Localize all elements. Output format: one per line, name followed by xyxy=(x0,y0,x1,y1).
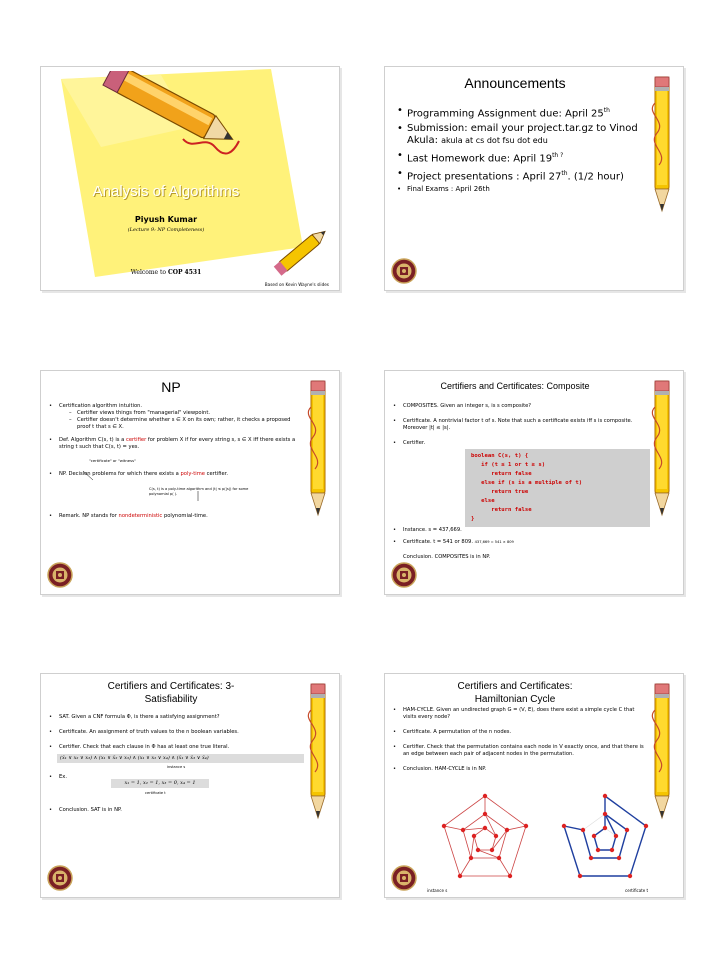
credit-line: Based on Kevin Wayne's slides xyxy=(264,282,329,287)
slide-composite xyxy=(384,370,684,595)
small-pencil-icon xyxy=(264,217,337,287)
certificate-label: certificate t xyxy=(145,791,166,795)
np-body xyxy=(49,403,304,520)
cnf-formula: (x̄₁ ∨ x₂ ∨ x₃) ∧ (x₁ ∨ x̄₂ ∨ x₃) ∧ (x₁ ∨ x₂ ∨ x₄) ∧ (x̄₁ ∨ x̄₃ ∨ x̄₄) xyxy=(57,754,304,763)
list-item: • Def. Algorithm C(s, t) is a certifier for problem X if for every string s, s ∈ X iff there exists a string t such that C(s, t) = yes. xyxy=(49,437,304,451)
composite-conclusion xyxy=(393,527,648,561)
slide-ham-cycle xyxy=(384,673,684,898)
sub-item: – Certifier views things from "managerial" viewpoint. xyxy=(69,410,304,417)
list-item: • HAM-CYCLE. Given an undirected graph G = (V, E), does there exist a simple cycle C that visits every node? xyxy=(393,707,648,721)
slide3-title: NP xyxy=(161,379,181,395)
graph-instance xyxy=(440,792,530,884)
list-item: • Certificate. An assignment of truth values to the n boolean variables. xyxy=(49,729,304,736)
list-item: • Certifier. xyxy=(393,440,648,447)
certifier-code-block: boolean C(s, t) { if (t ≤ 1 or t ≥ s) return false else if (s is a multiple of t) return true else return false } xyxy=(465,449,650,527)
instance-label: instance s xyxy=(167,765,186,769)
list-item: • Certificate. t = 541 or 809. 437,669 = 541 × 809 xyxy=(393,539,648,546)
assignment-formula: x₁ = 1, x₂ = 1, x₃ = 0, x₄ = 1 xyxy=(111,779,209,788)
pencil-icon xyxy=(645,680,679,830)
ham-body xyxy=(393,707,648,773)
slide5-title: Certifiers and Certificates: 3- Satisfiability xyxy=(107,681,235,705)
list-item: • Project presentations : April 27th. (1/2 hour) xyxy=(397,168,647,184)
pencil-icon xyxy=(645,377,679,527)
university-seal-icon xyxy=(391,258,417,284)
graph-certificate xyxy=(560,792,650,884)
composite-body xyxy=(393,403,648,447)
conclusion-text: Conclusion. COMPOSITES is in NP. xyxy=(403,554,491,560)
slide-sat xyxy=(40,673,340,898)
red-squiggle xyxy=(181,131,241,161)
list-item: • Last Homework due: April $19^{th ?}$ xyxy=(397,150,647,166)
list-item: • Submission: email your project.tar.gz to Vinod Akula: akula at cs dot fsu dot edu xyxy=(397,123,647,148)
pencil-icon xyxy=(301,680,335,830)
list-item: • Ex. xyxy=(49,774,304,781)
author-name: Piyush Kumar xyxy=(134,215,198,224)
list-item: • Certification algorithm intuition. – Certifier views things from "managerial" viewpoint. – Certifier doesn't determine whether s ∈ X on its own; rather, it checks a proposed proof t that s ∈ X. xyxy=(49,403,304,431)
university-seal-icon xyxy=(47,865,73,891)
slide2-title: Announcements xyxy=(464,75,566,91)
list-item: • Final Exams : April 26th xyxy=(397,185,647,194)
certificate-label: certificate t xyxy=(625,888,649,893)
list-item: • Certificate. A nontrivial factor t of s. Note that such a certificate exists iff s is composite. Moreover |t| ≤ |s|. xyxy=(393,418,648,432)
list-item: • Conclusion. SAT is in NP. xyxy=(49,807,304,814)
list-item: • Conclusion. HAM-CYCLE is in NP. xyxy=(393,766,648,773)
slide-title xyxy=(40,66,340,291)
list-item: • Certifier. Check that the permutation contains each node in V exactly once, and that there is an edge between each pair of adjacent nodes in the permutation. xyxy=(393,744,648,758)
poly-time-note: C(s, t) is a poly-time algorithm and |t| ≤ p(|s|) for some polynomial p( ). xyxy=(149,487,249,496)
list-item: • Remark. NP stands for nondeterministic polynomial-time. xyxy=(49,513,304,520)
instance-label: instance s xyxy=(427,888,448,893)
university-seal-icon xyxy=(391,562,417,588)
pencil-icon xyxy=(645,73,679,223)
list-item: • Programming Assignment due: April 25th xyxy=(397,105,647,121)
list-item: • COMPOSITES. Given an integer s, is s composite? xyxy=(393,403,648,410)
welcome-line xyxy=(41,269,291,276)
slide-announcements xyxy=(384,66,684,291)
sat-body xyxy=(49,714,304,814)
sub-item: – Certifier doesn't determine whether s ∈ X on its own; rather, it checks a proposed proof t that s ∈ X. xyxy=(69,417,304,431)
list-item: • Certifier. Check that each clause in Φ has at least one true literal. xyxy=(49,744,304,751)
welcome-prefix: Welcome to xyxy=(130,269,168,276)
lecture-subtitle: (Lecture 9: NP Completeness) xyxy=(127,227,205,233)
list-item: • SAT. Given a CNF formula Φ, is there a satisfying assignment? xyxy=(49,714,304,721)
list-item: • NP. Decision problems for which there exists a poly-time certifier. xyxy=(49,471,304,478)
slide4-title: Certifiers and Certificates: Composite xyxy=(440,381,590,391)
announcement-list xyxy=(397,105,647,194)
list-item: • Instance. s = 437,669. xyxy=(393,527,648,534)
slide-np xyxy=(40,370,340,595)
pencil-icon xyxy=(301,377,335,527)
annotation-arrows xyxy=(61,471,261,501)
course-code: COP 4531 xyxy=(167,269,202,276)
certificate-note: "certificate" or "witness" xyxy=(89,458,136,463)
university-seal-icon xyxy=(391,865,417,891)
university-seal-icon xyxy=(47,562,73,588)
slide6-title: Certifiers and Certificates: Hamiltonian Cycle xyxy=(457,681,573,705)
list-item: • Certificate. A permutation of the n nodes. xyxy=(393,729,648,736)
slide1-title: Analysis of Algorithms xyxy=(92,183,240,200)
